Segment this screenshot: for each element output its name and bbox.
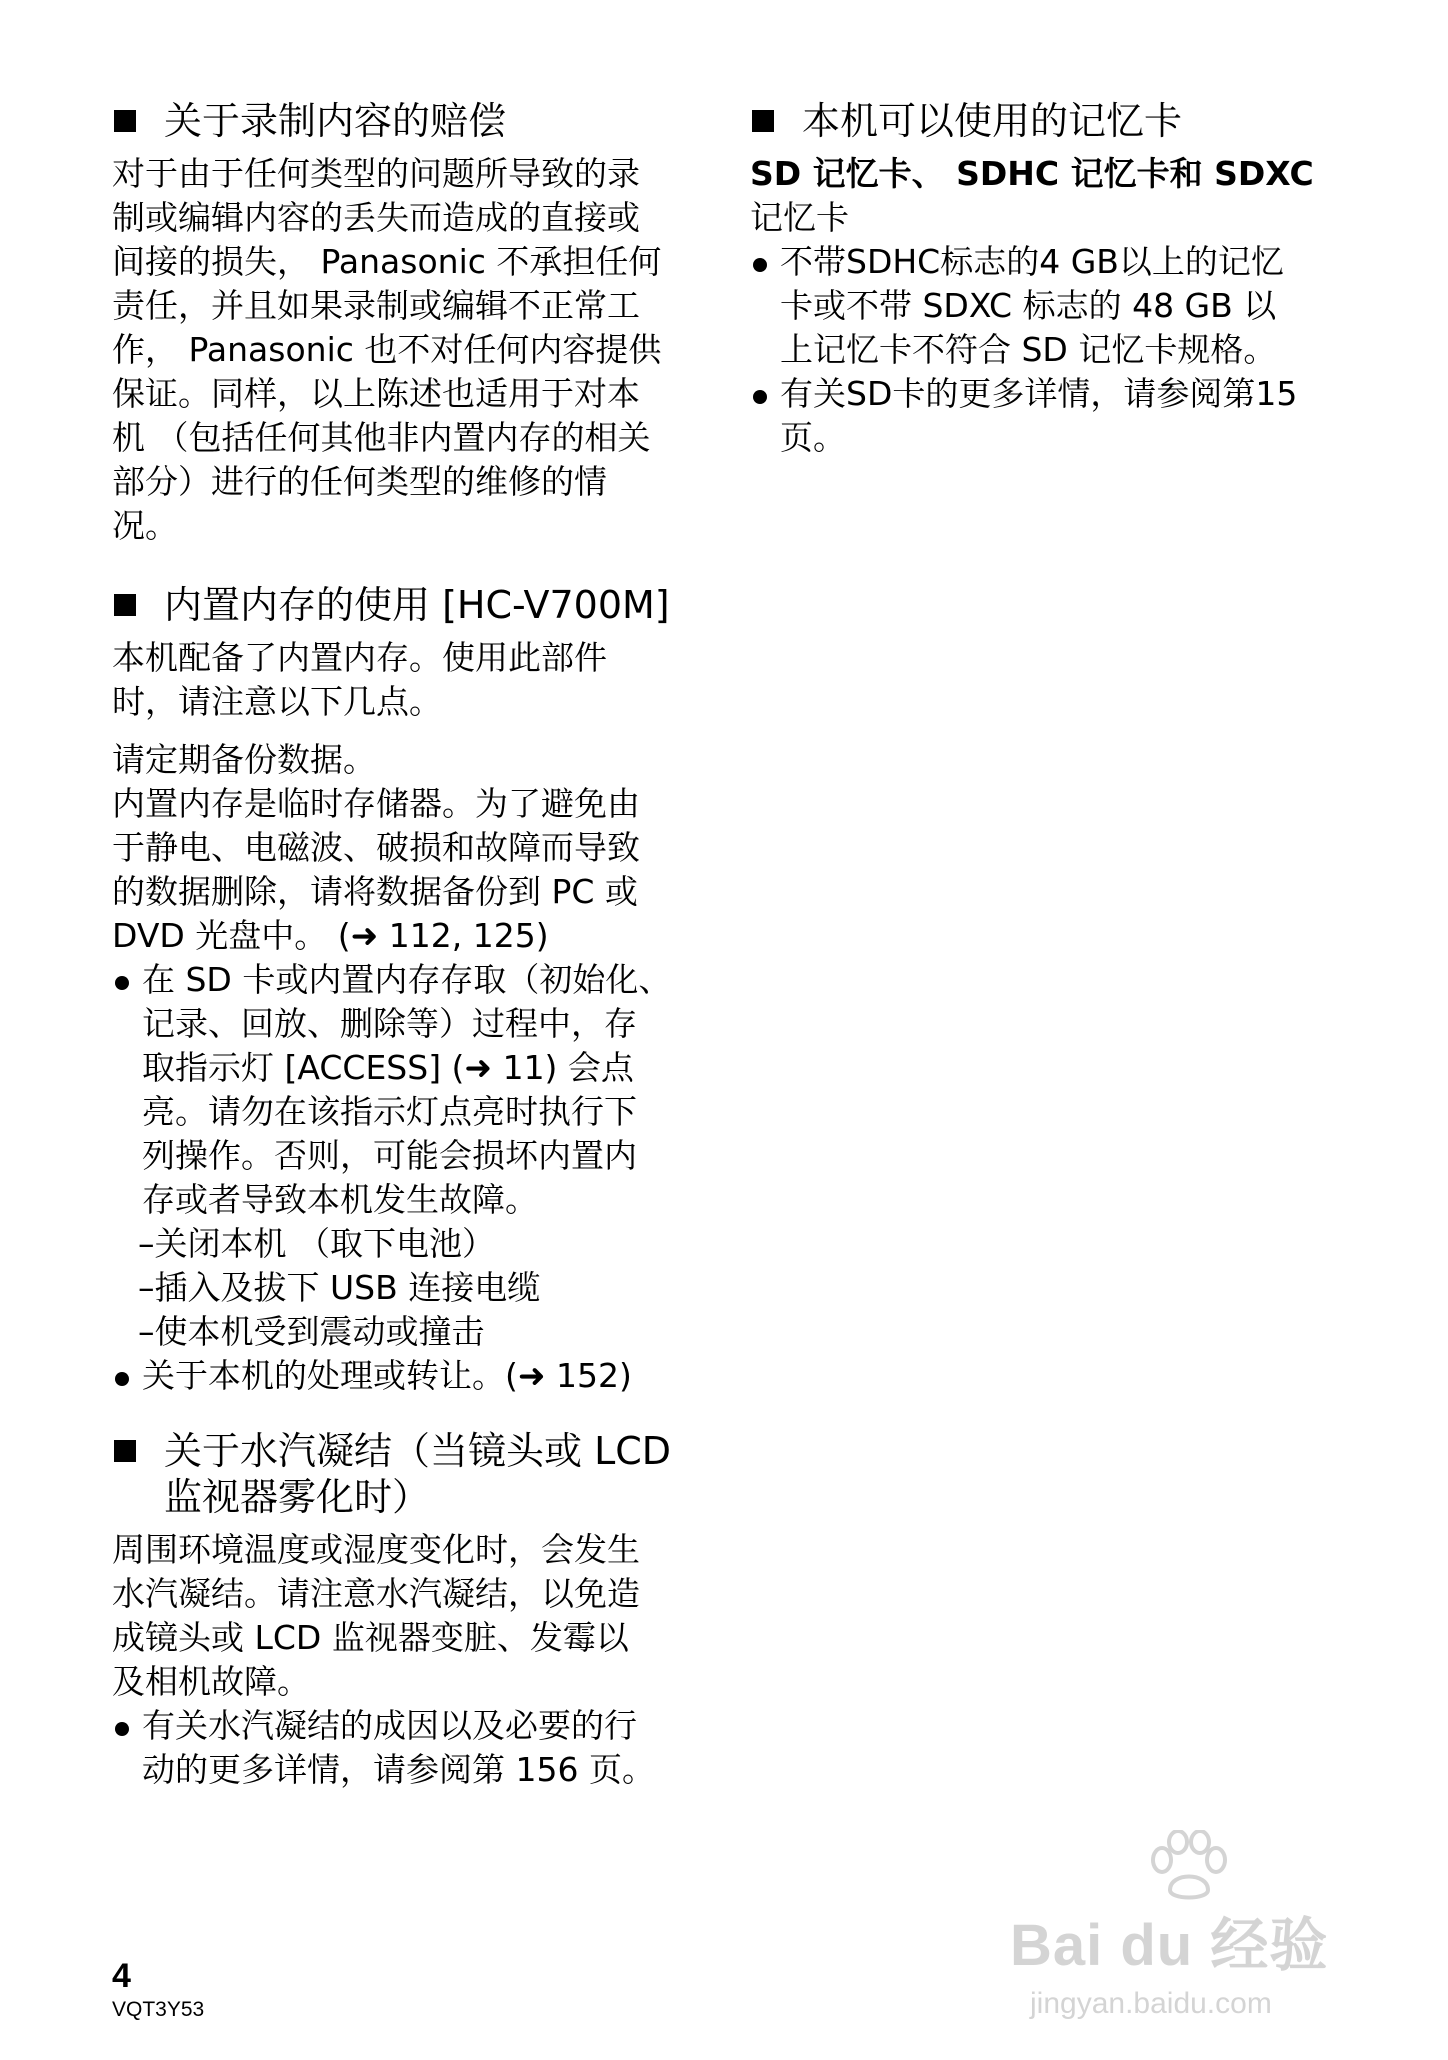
paragraph-line: 本机配备了内置内存。使用此部件	[112, 638, 607, 677]
paragraph-line: 作， Panasonic 也不对任何内容提供	[112, 330, 662, 369]
paragraph-line: 机 （包括任何其他非内置内存的相关	[112, 418, 651, 457]
paragraph-line: 水汽凝结。请注意水汽凝结，以免造	[112, 1574, 640, 1613]
bullet-item-access-lamp	[112, 958, 712, 1222]
dash-item: –关闭本机 （取下电池）	[138, 1224, 495, 1263]
watermark-brand: Bai du 经验	[1010, 1913, 1329, 1978]
dash-item: –插入及拔下 USB 连接电缆	[138, 1268, 541, 1307]
section-heading-built-in-memory: 内置内存的使用 [HC-V700M]	[112, 582, 712, 628]
square-bullet-icon	[752, 110, 774, 132]
bullet-line: 不带SDHC标志的4 GB以上的记忆	[780, 242, 1284, 281]
paragraph-line: 时，请注意以下几点。	[112, 682, 442, 721]
square-bullet-icon	[114, 1440, 136, 1462]
bullet-line: 记录、回放、删除等）过程中，存	[142, 1004, 637, 1043]
bullet-dot-icon	[115, 1372, 129, 1386]
bullet-line: 列操作。否则，可能会损坏内置内	[142, 1136, 637, 1175]
bullet-line: 页。	[780, 418, 846, 457]
bullet-line: 有关SD卡的更多详情，请参阅第15	[780, 374, 1298, 413]
bullet-line: 存或者导致本机发生故障。	[142, 1180, 538, 1219]
sub-heading-card-types-cont: 记忆卡	[750, 198, 849, 237]
right-column	[750, 98, 1390, 460]
bullet-item-transfer	[112, 1354, 712, 1398]
paragraph-line: 成镜头或 LCD 监视器变脏、发霉以	[112, 1618, 629, 1657]
bullet-dot-icon	[753, 390, 767, 404]
bullet-line: 关于本机的处理或转让。(➜ 152)	[142, 1356, 632, 1395]
paragraph-line: 间接的损失， Panasonic 不承担任何	[112, 242, 662, 281]
paragraph-line: 及相机故障。	[112, 1662, 310, 1701]
heading-line: 监视器雾化时）	[164, 1475, 431, 1519]
section-heading-compensation: 关于录制内容的赔偿	[112, 98, 712, 144]
document-code: VQT3Y53	[112, 1998, 205, 2021]
bullet-dot-icon	[115, 1722, 129, 1736]
bullet-item-sd-standard	[750, 240, 1390, 372]
paragraph-line: 内置内存是临时存储器。为了避免由	[112, 784, 640, 823]
bullet-line: 亮。请勿在该指示灯点亮时执行下	[142, 1092, 637, 1131]
watermark-url: jingyan.baidu.com	[1030, 1987, 1272, 2020]
bullet-line: 在 SD 卡或内置内存存取（初始化、	[142, 960, 672, 999]
paragraph-line: 于静电、电磁波、破损和故障而导致	[112, 828, 640, 867]
paragraph-line: 对于由于任何类型的问题所导致的录	[112, 154, 640, 193]
baidu-watermark	[1010, 1830, 1370, 2040]
paragraph-line: 保证。同样，以上陈述也适用于对本	[112, 374, 640, 413]
paragraph-line: 制或编辑内容的丢失而造成的直接或	[112, 198, 640, 237]
paragraph-line: 部分）进行的任何类型的维修的情	[112, 462, 607, 501]
square-bullet-icon	[114, 594, 136, 616]
bullet-dot-icon	[753, 258, 767, 272]
bullet-line: 有关水汽凝结的成因以及必要的行	[142, 1706, 637, 1745]
paragraph-line: 的数据删除，请将数据备份到 PC 或	[112, 872, 638, 911]
bullet-line: 上记忆卡不符合 SD 记忆卡规格。	[780, 330, 1277, 369]
bullet-item-condensation	[112, 1704, 712, 1792]
paragraph-line: DVD 光盘中。 (➜ 112, 125)	[112, 916, 549, 955]
dash-item: –使本机受到震动或撞击	[138, 1312, 485, 1351]
page-number: 4	[112, 1957, 131, 1995]
left-column	[112, 98, 712, 1792]
section-heading-condensation	[112, 1428, 712, 1520]
heading-line: 关于水汽凝结（当镜头或 LCD	[164, 1429, 672, 1473]
bullet-dot-icon	[115, 976, 129, 990]
paragraph-line: 责任，并且如果录制或编辑不正常工	[112, 286, 640, 325]
square-bullet-icon	[114, 110, 136, 132]
section-heading-memory-cards: 本机可以使用的记忆卡	[750, 98, 1390, 144]
paragraph-line: 况。	[112, 506, 178, 545]
sub-heading-backup: 请定期备份数据。	[112, 740, 376, 779]
bullet-item-sd-details	[750, 372, 1390, 460]
bullet-line: 动的更多详情，请参阅第 156 页。	[142, 1750, 655, 1789]
paw-icon	[1148, 1830, 1230, 1902]
bullet-line: 卡或不带 SDXC 标志的 48 GB 以	[780, 286, 1277, 325]
bullet-line: 取指示灯 [ACCESS] (➜ 11) 会点	[142, 1048, 634, 1087]
sub-heading-card-types: SD 记忆卡、 SDHC 记忆卡和 SDXC	[750, 154, 1314, 193]
paragraph-line: 周围环境温度或湿度变化时，会发生	[112, 1530, 640, 1569]
